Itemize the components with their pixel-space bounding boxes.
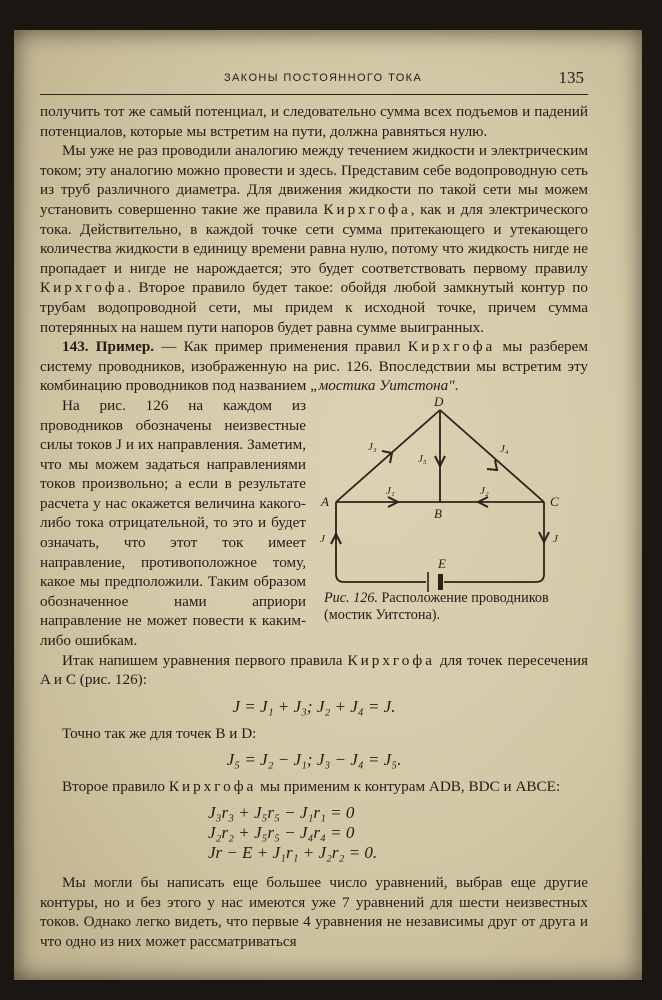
wire-DC: [440, 410, 544, 502]
name-kirchhoff: Кирхгофа: [40, 279, 128, 297]
paragraph: Мы уже не раз проводили аналогию между течением жидкости и электрическим током; эту аналогию можно провести и здесь. Представим себе водопроводную сеть из труб различного диаметра. Для движения жидкости по такой сети мы можем установить совершенно такие же правила Кирхгофа, как и для электрического тока. Действительно, в каждой точке сети сумма притекающего и утекающего количества жидкости в единицу времени равна нулю, потому что жидкость нигде не пропадает и нигде не нарождается; это будет соответствовать первому правилу Кирхгофа. Второе правило будет такое: обойдя любой замкнутый контур по трубам водопроводной сети, мы придем к исходной точке, причем сумма потерянных на нашем пути напоров будет равна сумме выигранных.: [40, 142, 588, 336]
term-wheatstone-bridge: „мостика Уитстона": [310, 377, 455, 395]
label-A: A: [321, 493, 329, 509]
label-B: B: [434, 505, 442, 521]
label-J4: J₄: [500, 442, 509, 455]
battery-plate-short: [438, 574, 443, 590]
wire-A-E: [336, 502, 426, 582]
paragraph: Точно так же для точек B и D:: [62, 724, 257, 742]
section-number: 143. Пример.: [62, 338, 155, 356]
arrow-J4: [487, 460, 497, 470]
name-kirchhoff: Кирхгофа: [323, 200, 411, 218]
name-kirchhoff: Кирхгофа: [407, 338, 496, 356]
equation-block-second-rule: [208, 803, 588, 863]
figure-126: [316, 396, 588, 632]
page-number: 135: [558, 68, 584, 87]
label-E: E: [438, 555, 446, 571]
body-text: [40, 102, 588, 951]
header-rule: [40, 94, 588, 95]
equation-ABCE: Jr − E + J₁r₁ + J₂r₂ = 0.: [208, 843, 378, 862]
label-J5: J₅: [418, 452, 427, 465]
label-D: D: [434, 395, 444, 409]
paragraph: Второе правило Кирхгофа мы применим к контурам ADB, BDC и ABCE:: [62, 778, 561, 796]
equation-BDC: J₂r₂ + J₅r₅ − J₄r₄ = 0: [208, 823, 355, 842]
paragraph: На рис. 126 на каждом из проводников обозначены неизвестные силы токов J и их направления. Заметим, что мы можем задаться направлениями токов произвольно; а если в результате расчета у нас окажется величина какого-либо тока отрицательной, то это и будет означать, что этот ток имеет направление, противоположное тому, какое мы предположили. Таким образом обозначенное нами априори направление не может повести к каким-либо ошибкам.: [40, 396, 306, 650]
name-kirchhoff: Кирхгофа: [168, 778, 257, 796]
equation-first-rule-BD: J₅ = J₂ − J₁; J₃ − J₄ = J₅.: [226, 750, 402, 770]
running-head: [74, 68, 584, 88]
wheatstone-bridge-diagram: [316, 396, 588, 592]
paragraph: получить тот же самый потенциал, и следовательно сумма всех подъемов и падений потенциалов, которые мы встретим на пути, должна равняться нулю.: [40, 103, 588, 140]
book-page: [14, 30, 642, 980]
label-J-right: J: [553, 532, 558, 545]
equation-ADB: J₃r₃ + J₅r₅ − J₁r₁ = 0: [208, 803, 355, 822]
label-J1: J₁: [386, 484, 395, 497]
label-J3: J₃: [368, 440, 377, 453]
name-kirchhoff: Кирхгофа: [347, 651, 435, 669]
paragraph: Итак напишем уравнения первого правила Кирхгофа для точек пересечения A и C (рис. 126):: [40, 651, 588, 689]
paragraph: Мы могли бы написать еще большее число уравнений, выбрав еще другие контуры, но и без этого у нас имеются уже 7 уравнений для шести неизвестных токов. Однако легко видеть, что первые 4 уравнения не независимы друг от друга и что одно из них может рассматриваться: [40, 874, 588, 950]
label-J-left: J: [320, 532, 325, 545]
paragraph-example: 143. Пример. — Как пример применения правил Кирхгофа мы разберем систему проводников, изображенную на рис. 126. Впоследствии мы встретим эту комбинацию проводников под названием „мостика Уитстона".: [40, 338, 588, 395]
label-C: C: [550, 493, 559, 509]
equation-first-rule-AC: J = J₁ + J₃; J₂ + J₄ = J.: [232, 696, 396, 716]
label-J2: J₂: [480, 484, 489, 497]
figure-caption: Рис. 126. Расположение проводников (мостик Уитстона).: [324, 589, 549, 623]
wire-E-C: [444, 502, 544, 582]
chapter-title: ЗАКОНЫ ПОСТОЯННОГО ТОКА: [224, 72, 423, 84]
